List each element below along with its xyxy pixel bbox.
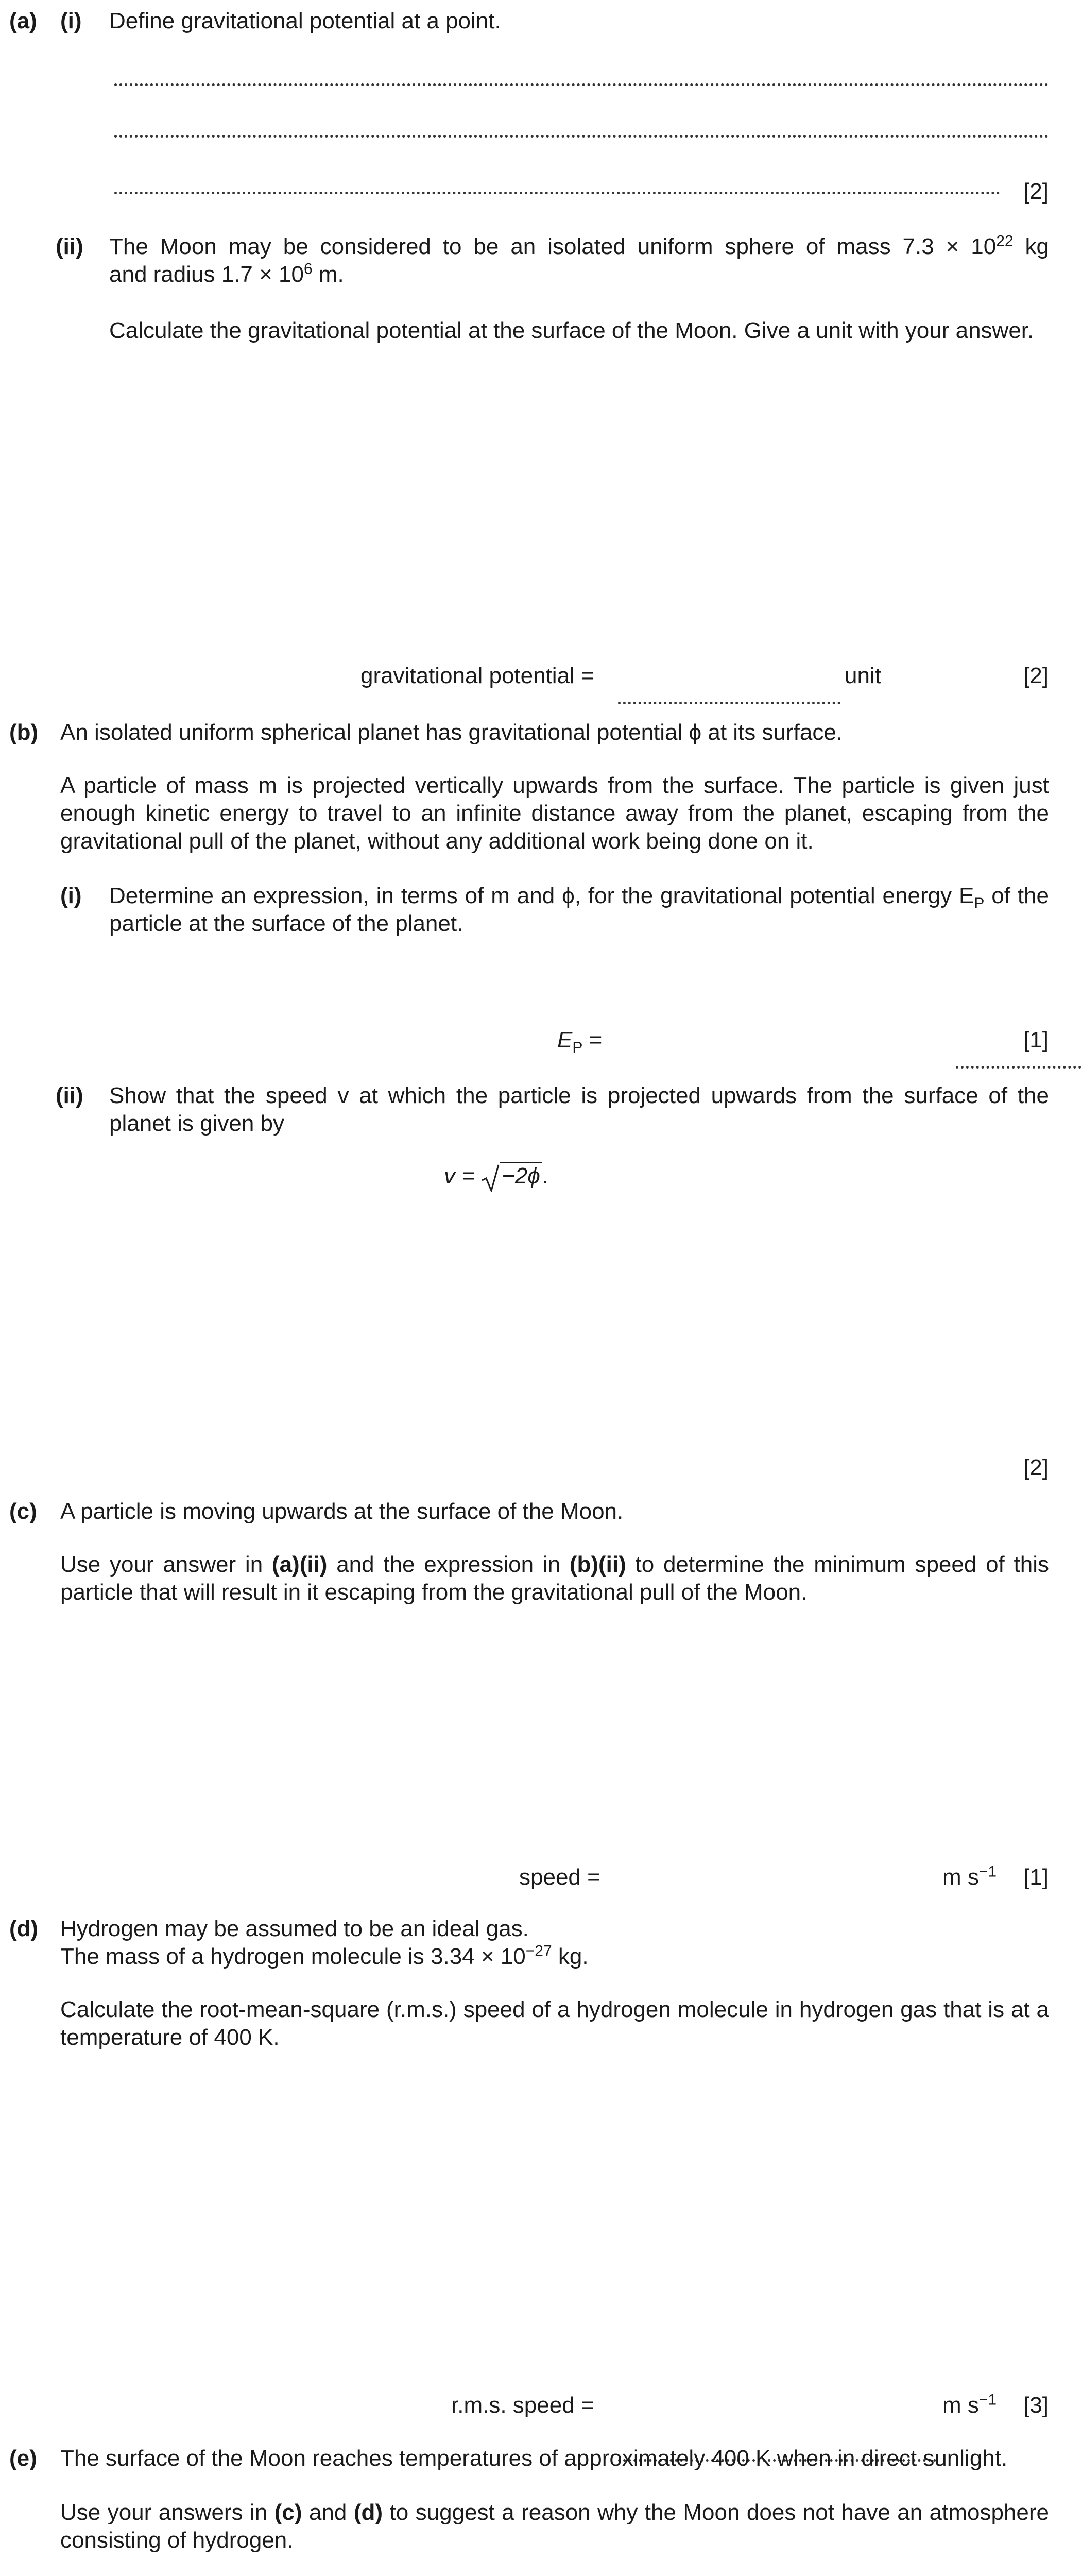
- moon-mass-text: The Moon may be considered to be an isolated uniform sphere of mass 7.3 × 10: [109, 234, 997, 259]
- part-d-line1: Hydrogen may be assumed to be an ideal gas.: [60, 1916, 529, 1941]
- answer-line-a-i-2[interactable]: [114, 135, 1049, 138]
- part-a-ii-label: (ii): [56, 234, 83, 259]
- speed-answer-label: speed =: [519, 1865, 600, 1890]
- gravitational-potential-answer-field[interactable]: [618, 702, 840, 704]
- part-d-line2: The mass of a hydrogen molecule is $3.34 \times 10^{-27}$ kg.: [60, 1942, 589, 1969]
- moon-mass-unit: kg: [1013, 234, 1049, 259]
- part-a-ii-question: [109, 233, 1049, 289]
- square-root: −2ϕ: [481, 1162, 542, 1192]
- part-b-intro: An isolated uniform spherical planet has gravitational potential ϕ at its surface.: [60, 720, 843, 745]
- part-c-instruction: Use your answer in (a)(ii) and the expression in (b)(ii) to determine the minimum speed of this particle that will result in it escaping from the gravitational pull of the Moon.: [60, 1552, 1050, 1605]
- ep-answer-field[interactable]: [956, 1066, 1082, 1069]
- escape-speed-equation: v = −2ϕ.: [444, 1162, 548, 1192]
- moon-radius-exponent: 6: [303, 260, 313, 278]
- part-a-i-label: (i): [60, 8, 82, 33]
- part-d-label: (d): [9, 1916, 39, 1941]
- answer-line-a-i-3[interactable]: [114, 192, 1000, 194]
- marks-b-i: [1]: [1023, 1027, 1049, 1053]
- part-e-instruction: Use your answers in (c) and (d) to suggest a reason why the Moon does not have an atmosphere consisting of hydrogen.: [60, 2500, 1050, 2553]
- answer-line-a-i-1[interactable]: [114, 83, 1049, 86]
- ep-answer-label: $E_P$ =: [557, 1027, 603, 1056]
- moon-radius-unit: m.: [312, 262, 344, 287]
- part-a-i-question: Define gravitational potential at a point.: [109, 8, 501, 33]
- marks-a-ii: [2]: [1023, 663, 1049, 688]
- moon-mass-exponent: 22: [996, 232, 1014, 250]
- part-e-intro: The surface of the Moon reaches temperatures of approximately 400 K when in direct sunlight.: [60, 2446, 1008, 2471]
- part-b-paragraph: A particle of mass m is projected vertically upwards from the surface. The particle is given just enough kinetic energy to travel to an infinite distance away from the planet, escaping from the gravitational pull of the planet, without any additional work being done on it.: [60, 773, 1049, 854]
- rms-speed-unit: m $s^{-1}$: [942, 2391, 997, 2418]
- part-b-label: (b): [9, 720, 39, 745]
- marks-a-i: [2]: [1023, 179, 1049, 204]
- part-b-i-question: Determine an expression, in terms of m and ϕ, for the gravitational potential energy $E_P$ of the particle at the surface of the planet.: [109, 883, 1049, 936]
- part-a-label: (a): [9, 8, 37, 33]
- part-c-intro: A particle is moving upwards at the surface of the Moon.: [60, 1499, 624, 1524]
- marks-b-ii: [2]: [1023, 1455, 1049, 1480]
- moon-radius-text: and radius 1.7 × 10: [109, 262, 304, 287]
- speed-unit: m $s^{-1}$: [942, 1863, 997, 1890]
- part-c-label: (c): [9, 1499, 37, 1524]
- part-b-ii-label: (ii): [56, 1083, 83, 1108]
- part-a-ii-instruction: Calculate the gravitational potential at the surface of the Moon. Give a unit with your answer.: [109, 318, 1034, 343]
- gravitational-potential-label: gravitational potential =: [360, 663, 594, 688]
- part-d-instruction: Calculate the root-mean-square (r.m.s.) speed of a hydrogen molecule in hydrogen gas that is at a temperature of 400 K.: [60, 1997, 1049, 2050]
- rms-speed-answer-label: r.m.s. speed =: [451, 2393, 594, 2418]
- radical-sign-icon: [481, 1163, 500, 1192]
- marks-d: [3]: [1023, 2393, 1049, 2418]
- unit-label: unit: [845, 663, 881, 688]
- marks-c: [1]: [1023, 1865, 1049, 1890]
- part-b-ii-question: Show that the speed v at which the particle is projected upwards from the surface of the planet is given by: [109, 1083, 1049, 1136]
- part-b-i-label: (i): [60, 883, 82, 908]
- part-e-label: (e): [9, 2446, 37, 2471]
